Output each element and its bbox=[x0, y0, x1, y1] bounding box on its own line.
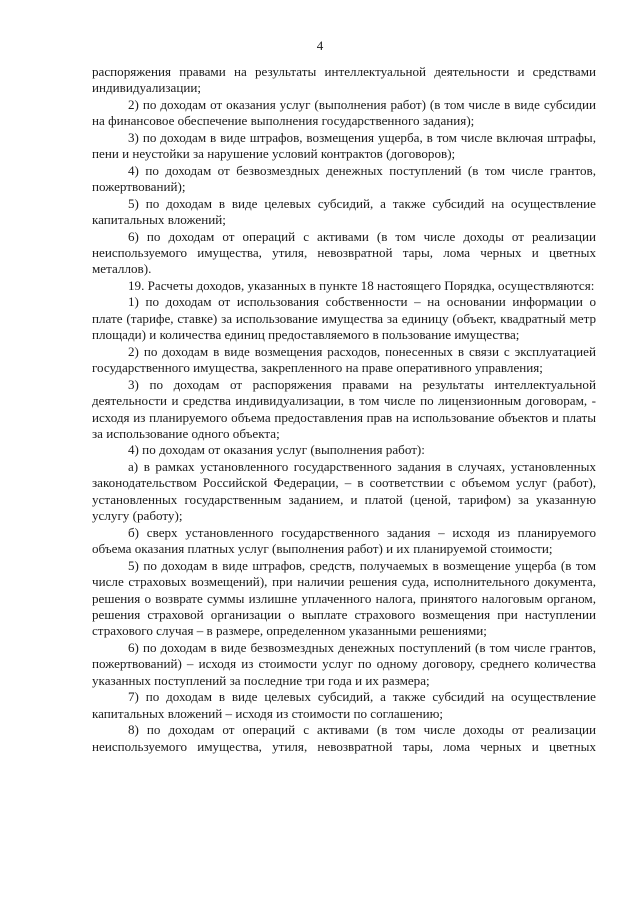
paragraph-item-19-8: 8) по доходам от операций с активами (в том числе доходы от реализации неиспользуемого имущества, утиля, невозвратной тары, лома черных и цветных bbox=[92, 722, 596, 754]
paragraph-item-19-7: 7) по доходам в виде целевых субсидий, а также субсидий на осуществление капитальных вложений – исходя из стоимости по соглашению; bbox=[92, 689, 596, 721]
paragraph-item-19-4: 4) по доходам от оказания услуг (выполнения работ): bbox=[128, 442, 425, 458]
paragraph-item-19-2: 2) по доходам в виде возмещения расходов, понесенных в связи с эксплуатацией государственного имущества, закрепленного на праве оперативного управления; bbox=[92, 343, 596, 376]
paragraph-item-18-4: 4) по доходам от безвозмездных денежных поступлений (в том числе грантов, пожертвований); bbox=[92, 162, 596, 195]
paragraph-item-18-3: 3) по доходам в виде штрафов, возмещения ущерба, в том числе включая штрафы, пени и неустойки за нарушение условий контрактов (договоров); bbox=[92, 129, 596, 162]
paragraph-item-18-5: 5) по доходам в виде целевых субсидий, а также субсидий на осуществление капитальных вложений; bbox=[92, 195, 596, 228]
paragraph-item-19-6: 6) по доходам в виде безвозмездных денежных поступлений (в том числе грантов, пожертвований) – исходя из стоимости услуг по одному договору, среднего количества указанных поступлений за последние три года и их размера; bbox=[92, 639, 596, 688]
paragraph-section-19: 19. Расчеты доходов, указанных в пункте 18 настоящего Порядка, осуществляются: bbox=[128, 277, 595, 293]
paragraph-item-19-4-b: б) сверх установленного государственного задания – исходя из планируемого объема оказания платных услуг (выполнения работ) и их планируемой стоимости; bbox=[92, 524, 596, 557]
paragraph-continuation: распоряжения правами на результаты интеллектуальной деятельности и средствами индивидуализации; bbox=[92, 64, 596, 96]
paragraph-item-19-1: 1) по доходам от использования собственности – на основании информации о плате (тарифе, ставке) за использование имущества за единицу (объект, квадратный метр площади) и количества единиц предоставляемого в пользование имущества; bbox=[92, 294, 596, 343]
page-number: 4 bbox=[316, 38, 324, 53]
document-body bbox=[92, 64, 596, 755]
paragraph-item-19-5: 5) по доходам в виде штрафов, средств, получаемых в возмещение ущерба (в том числе страховых возмещений), при наличии решения суда, исполнительного документа, решения о возврате суммы излишне уплаченного налога, принятого налоговым органом, решения страховой организации о выплате страхового возмещения при наступлении страхового случая – в размере, определенном указанными решениями; bbox=[92, 557, 596, 639]
paragraph-item-18-2: 2) по доходам от оказания услуг (выполнения работ) (в том числе в виде субсидии на финансовое обеспечение выполнения государственного задания); bbox=[92, 96, 596, 129]
paragraph-item-19-3: 3) по доходам от распоряжения правами на результаты интеллектуальной деятельности и средства индивидуализации, в том числе по лицензионным договорам, - исходя из планируемого объема предоставления прав на использование объектов и платы за использование одного объекта; bbox=[92, 376, 596, 441]
paragraph-item-19-4-a: а) в рамках установленного государственного задания в случаях, установленных законодательством Российской Федерации, – в соответствии с объемом услуг (работ), установленных государственным заданием, и платой (ценой, тарифом) за указанную услугу (работу); bbox=[92, 458, 596, 524]
paragraph-item-18-6: 6) по доходам от операций с активами (в том числе доходы от реализации неиспользуемого имущества, утиля, невозвратной тары, лома черных и цветных металлов). bbox=[92, 228, 596, 277]
